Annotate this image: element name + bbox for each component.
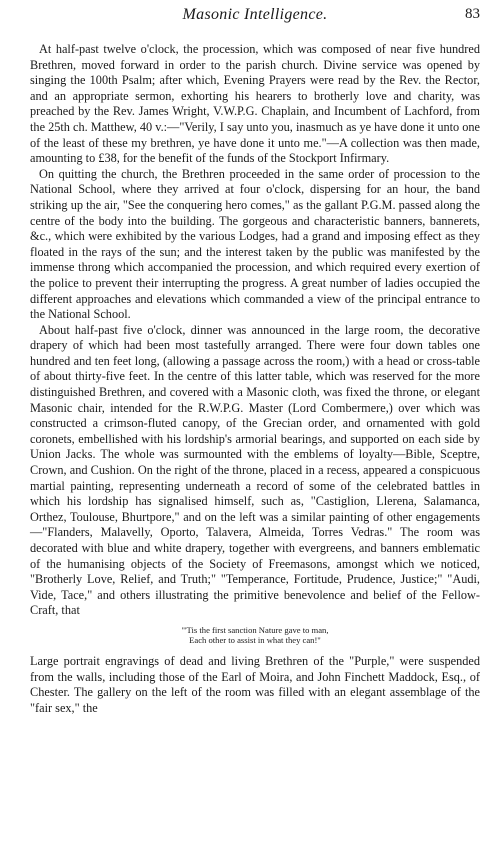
verse-quote <box>30 625 480 646</box>
paragraph-national-school: On quitting the church, the Brethren proceeded in the same order of procession to the National School, where they arrived at four o'clock, dispersing for an hour, the band striking up the air, "See the conquering hero comes," as the gallant P.G.M. passed along the centre of the body into the building. The gorgeous and characteristic banners, bannerets, &c., which were exhibited by the various Lodges, had a grand and imposing effect as they floated in the rays of the sun; and the interest taken by the public was manifested by the immense throng which accompanied the procession, and which required every exertion of the police to prevent their interrupting the progress. A great number of ladies occupied the different approaches and elevations which commanded a view of the principal entrance to the National School. <box>30 166 480 322</box>
book-page <box>30 0 480 859</box>
verse-line: "'Tis the first sanction Nature gave to man, <box>181 624 329 635</box>
paragraph-procession: At half-past twelve o'clock, the procession, which was composed of near five hundred Brethren, moved forward in order to the parish church. Divine service was opened by singing the 100th Psalm; after which, Evening Prayers were read by the Rev. the Rector, and an appropriate sermon, exhorting his hearers to brotherly love and charity, was preached by the Rev. James Wright, V.W.P.G. Chaplain, and Incumbent of Lachford, from the 25th ch. Matthew, 40 v.:—"Verily, I say unto you, inasmuch as ye have done it unto one of the least of these my brethren, ye have done it unto me."—A collection was then made, amounting to £38, for the benefit of the funds of the Stockport Infirmary. <box>30 42 481 166</box>
running-title: Masonic Intelligence. <box>182 6 328 23</box>
verse-line: Each other to assist in what they can!" <box>189 635 321 646</box>
page-header <box>30 2 480 32</box>
paragraph-dinner: About half-past five o'clock, dinner was announced in the large room, the decorative drapery of which had been most tastefully arranged. There were four down tables one hundred and ten feet long, (allowing a passage across the room,) with a head or cross-table of about thirty-five feet. In the centre of this latter table, which was reserved for the more distinguished Brethren, and covered with a Masonic cloth, was fixed the throne, or elegant Masonic chair, intended for the R.W.P.G. Master (Lord Combermere,) over which was constructed a crimson-fluted canopy, of the Grecian order, and ornamented with gold coronets, embellished with his lordship's armorial bearings, and supported on each side by Union Jacks. The whole was surmounted with the emblems of loyalty—Bible, Sceptre, Crown, and Cushion. On the right of the throne, placed in a recess, appeared a conspicuous martial painting, representing underneath a record of some of the celebrated battles in which his lordship has signalised himself, such as, "Castiglion, Llerena, Salamanca, Orthez, Toulouse, Bhurtpore," and on the left was a similar painting of other engagements—"Flanders, Malavelly, Oporto, Talavera, Almeida, Torres Vedras." The room was decorated with blue and white drapery, together with evergreens, and banners emblematic of the humanising objects of the Society of Freemasons, amongst which we noticed, "Brotherly Love, Relief, and Truth;" "Temperance, Fortitude, Prudence, Justice;" "Audi, Vide, Tace," and others illustrating the primitive benevolence and belief of the Fellow-Craft, that <box>30 322 480 618</box>
page-number: 83 <box>465 6 480 22</box>
article-body <box>30 42 480 716</box>
paragraph-portraits: Large portrait engravings of dead and living Brethren of the "Purple," were suspended from the walls, including those of the Earl of Moira, and John Finchett Maddock, Esq., of Chester. The gallery on the left of the room was filled with an elegant assemblage of the "fair sex," the <box>30 653 480 715</box>
